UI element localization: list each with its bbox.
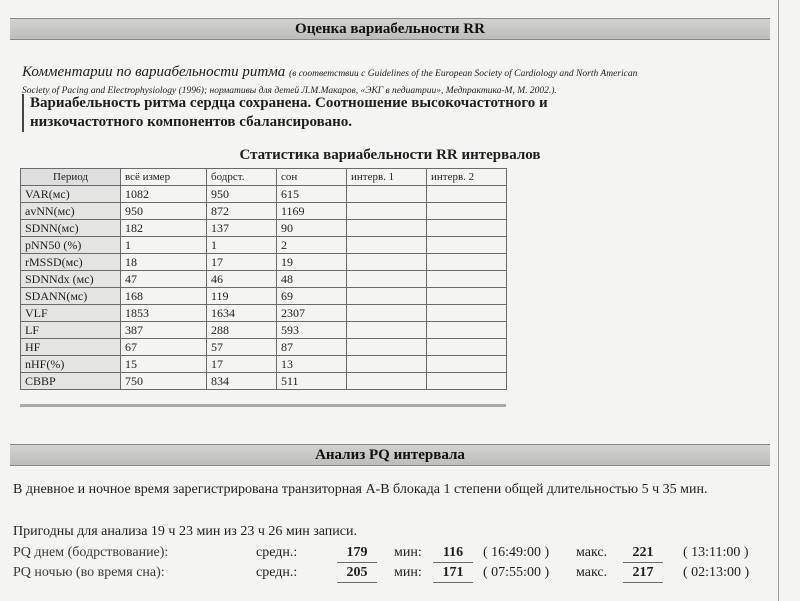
pq-night-label: PQ ночью (во время сна): (13, 565, 165, 580)
table-cell: 168 (121, 288, 207, 305)
table-row (21, 288, 507, 305)
table-row-parameter: СВВР (21, 373, 121, 390)
pq-night-avg-label: средн.: (256, 565, 298, 580)
table-cell (347, 356, 427, 373)
pq-day-avg-value: 179 (337, 544, 377, 563)
table-cell: 834 (207, 373, 277, 390)
table-cell (427, 322, 507, 339)
table-row-parameter: nHF(%) (21, 356, 121, 373)
table-cell (347, 203, 427, 220)
table-cell (347, 186, 427, 203)
table-cell: 1 (121, 237, 207, 254)
table-cell: 872 (207, 203, 277, 220)
pq-night-min-label: мин: (394, 565, 422, 580)
summary-line-1: Вариабельность ритма сердца сохранена. Соотношение высокочастотного и (30, 95, 548, 111)
column-header: интерв. 1 (347, 169, 427, 186)
table-row-parameter: HF (21, 339, 121, 356)
pq-night-row (13, 564, 773, 582)
table-cell: 615 (277, 186, 347, 203)
table-row (21, 305, 507, 322)
table-row-parameter: SDNN(мс) (21, 220, 121, 237)
table-row (21, 254, 507, 271)
table-row (21, 220, 507, 237)
table-cell: 511 (277, 373, 347, 390)
table-cell: 1 (207, 237, 277, 254)
pq-analysis-duration: Пригодны для анализа 19 ч 23 мин из 23 ч 26 мин записи. (13, 524, 357, 539)
scan-edge-line (778, 0, 779, 601)
column-header: интерв. 2 (427, 169, 507, 186)
table-cell: 950 (121, 203, 207, 220)
table-cell: 2307 (277, 305, 347, 322)
table-header-row (21, 169, 507, 186)
table-cell: 17 (207, 356, 277, 373)
table-row (21, 186, 507, 203)
table-cell: 950 (207, 186, 277, 203)
table-bottom-border (20, 404, 506, 407)
hrv-stats-table (20, 168, 507, 390)
table-cell (427, 203, 507, 220)
pq-night-min-time: ( 07:55:00 ) (483, 565, 550, 580)
table-row-parameter: SDNNdx (мс) (21, 271, 121, 288)
table-cell (347, 220, 427, 237)
pq-av-block-note: В дневное и ночное время зарегистрирована транзиторная А-В блокада 1 степени общей длительностью 5 ч 35 мин. (13, 482, 708, 497)
table-cell (347, 373, 427, 390)
pq-day-min-label: мин: (394, 545, 422, 560)
table-cell: 69 (277, 288, 347, 305)
stats-table-title: Статистика вариабельности RR интервалов (239, 147, 541, 163)
table-cell: 2 (277, 237, 347, 254)
pq-day-row (13, 544, 773, 562)
table-cell (427, 186, 507, 203)
table-cell (427, 254, 507, 271)
table-cell: 90 (277, 220, 347, 237)
table-cell (347, 305, 427, 322)
table-cell: 18 (121, 254, 207, 271)
comment-block (22, 64, 774, 96)
table-row-parameter: LF (21, 322, 121, 339)
table-cell (347, 271, 427, 288)
table-cell: 15 (121, 356, 207, 373)
pq-night-max-time: ( 02:13:00 ) (683, 565, 750, 580)
table-cell: 13 (277, 356, 347, 373)
pq-day-avg-label: средн.: (256, 545, 298, 560)
table-cell: 1853 (121, 305, 207, 322)
table-row (21, 271, 507, 288)
pq-night-min-value: 171 (433, 564, 473, 583)
table-cell (427, 339, 507, 356)
table-cell (427, 288, 507, 305)
table-cell (347, 237, 427, 254)
comment-line-1 (22, 64, 774, 81)
table-cell: 137 (207, 220, 277, 237)
column-header: сон (277, 169, 347, 186)
summary-line-2: низкочастотного компонентов сбалансировано. (30, 114, 353, 130)
table-row-parameter: pNN50 (%) (21, 237, 121, 254)
table-row (21, 373, 507, 390)
table-cell: 593 (277, 322, 347, 339)
pq-day-max-value: 221 (623, 544, 663, 563)
table-cell: 387 (121, 322, 207, 339)
comment-heading: Комментарии по вариабельности ритма (22, 64, 286, 80)
table-cell: 47 (121, 271, 207, 288)
comment-reference-2: Society of Pacing and Electrophysiology (1996); нормативы для детей Л.М.Макаров, «ЭКГ в педиатрии», Медпрактика-М, М. 2002.). (22, 86, 557, 96)
table-cell (427, 305, 507, 322)
rr-section-title: Оценка вариабельности RR (10, 18, 770, 40)
table-cell: 1634 (207, 305, 277, 322)
comment-reference-1: (в соответствии с Guidelines of the European Society of Cardiology and North American (289, 69, 638, 79)
table-cell: 57 (207, 339, 277, 356)
table-cell: 46 (207, 271, 277, 288)
pq-day-min-time: ( 16:49:00 ) (483, 545, 550, 560)
table-cell (427, 237, 507, 254)
table-cell: 182 (121, 220, 207, 237)
pq-day-min-value: 116 (433, 544, 473, 563)
table-cell: 87 (277, 339, 347, 356)
pq-night-max-label: макс. (576, 565, 608, 580)
table-cell (427, 373, 507, 390)
pq-day-label: PQ днем (бодрствование): (13, 545, 169, 560)
table-row-parameter: SDANN(мс) (21, 288, 121, 305)
table-cell: 17 (207, 254, 277, 271)
table-row-parameter: rMSSD(мс) (21, 254, 121, 271)
table-cell: 1082 (121, 186, 207, 203)
hrv-summary (22, 94, 670, 132)
column-header: бодрст. (207, 169, 277, 186)
table-cell: 19 (277, 254, 347, 271)
table-cell: 119 (207, 288, 277, 305)
table-cell: 67 (121, 339, 207, 356)
pq-night-max-value: 217 (623, 564, 663, 583)
table-cell (347, 322, 427, 339)
table-cell: 48 (277, 271, 347, 288)
table-row-parameter: VAR(мс) (21, 186, 121, 203)
column-header: всё измер (121, 169, 207, 186)
pq-day-max-label: макс. (576, 545, 608, 560)
table-cell (427, 220, 507, 237)
table-row-parameter: avNN(мс) (21, 203, 121, 220)
pq-day-max-time: ( 13:11:00 ) (683, 545, 749, 560)
table-row-parameter: VLF (21, 305, 121, 322)
table-cell (347, 288, 427, 305)
table-row (21, 322, 507, 339)
table-cell: 750 (121, 373, 207, 390)
pq-section-title: Анализ PQ интервала (10, 444, 770, 466)
table-row (21, 203, 507, 220)
table-cell (347, 254, 427, 271)
table-row (21, 237, 507, 254)
table-cell (347, 339, 427, 356)
column-header: Период (21, 169, 121, 186)
pq-night-avg-value: 205 (337, 564, 377, 583)
table-cell (427, 271, 507, 288)
table-cell (427, 356, 507, 373)
table-cell: 1169 (277, 203, 347, 220)
table-row (21, 356, 507, 373)
table-row (21, 339, 507, 356)
table-cell: 288 (207, 322, 277, 339)
